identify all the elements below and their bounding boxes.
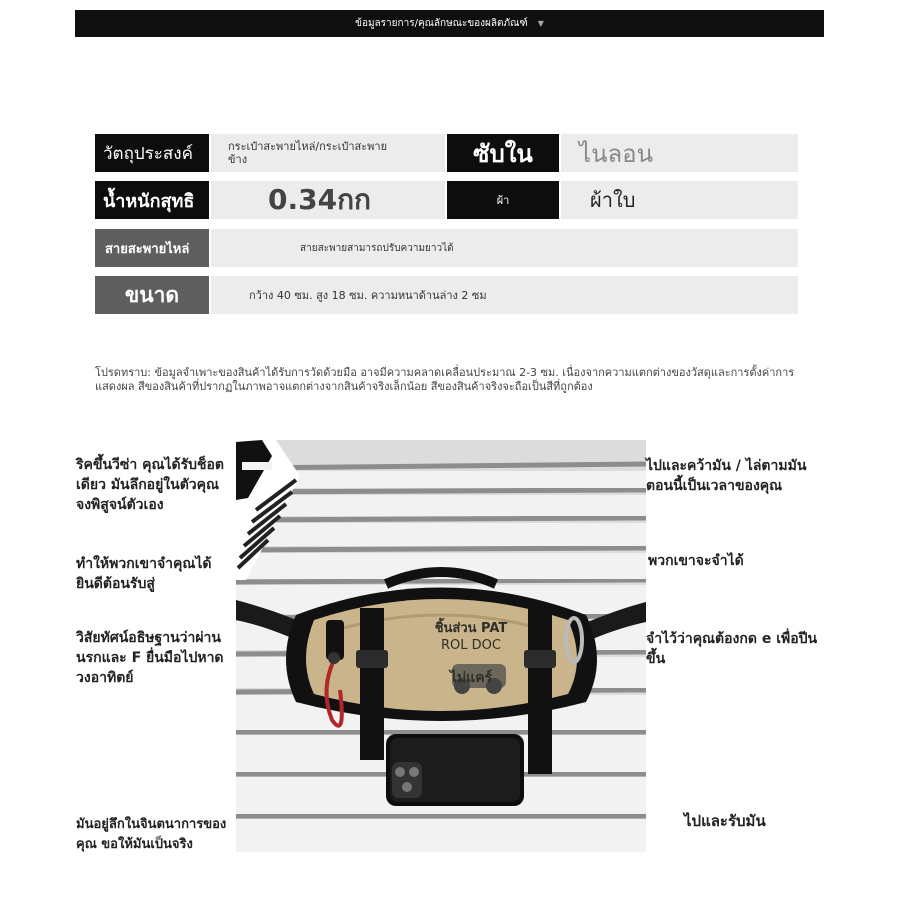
bag-print-text: [406, 620, 536, 687]
measurement-note: โปรดทราบ: ข้อมูลจำเพาะของสินค้าได้รับการวัดด้วยมือ อาจมีความคลาดเคลื่อนประมาณ 2-3 ซม. เนื่องจากความแตกต่างของวัสดุและการตั้งค่าการแสดงผล สีของสินค้าที่ปรากฏในภาพอาจแตกต่างจากสินค้าจริงเล็กน้อย สีของสินค้าจริงจะถือเป็นสีที่ถูกต้อง: [95, 366, 795, 393]
print-line-2: ROL DOC: [441, 638, 501, 653]
caption-left-2: ทำให้พวกเขาจำคุณได้ ยินดีต้อนรับสู่: [76, 556, 212, 592]
caption-right-1: ไปและคว้ามัน / ไล่ตามมัน ตอนนี้เป็นเวลาของคุณ: [646, 458, 807, 494]
print-line-3: ไม่แคร์: [449, 670, 493, 686]
weight-label: น้ำหนักสุทธิ: [95, 181, 209, 219]
caption-left-4: มันอยู่ลึกในจินตนาการของคุณ ขอให้มันเป็นจริง: [76, 817, 227, 852]
section-title: ข้อมูลรายการ/คุณลักษณะของผลิตภัณฑ์: [355, 18, 528, 29]
print-line-1: ชิ้นส่วน PAT: [434, 621, 508, 636]
caption-left-3: วิสัยทัศน์อธิษฐานว่าผ่านนรกและ F ยื่นมือไปหาดวงอาทิตย์: [76, 630, 224, 686]
fabric-value: ผ้าใบ: [561, 181, 798, 219]
caption-left-1: ริคขึ้นวีซ่า คุณได้รับช็อตเดียว มันลึกอยู่ในตัวคุณ จงพิสูจน์ตัวเอง: [76, 457, 225, 513]
caption-right-3: จำไว้ว่าคุณต้องกด e เพื่อปีนขึ้น: [646, 631, 818, 667]
section-header: [75, 10, 824, 37]
weight-value: 0.34กก: [211, 181, 445, 219]
caption-right-2: พวกเขาจะจำได้: [648, 553, 744, 569]
lining-value: ไนลอน: [561, 134, 798, 172]
strap-label: สายสะพายไหล่: [95, 229, 209, 267]
size-value: กว้าง 40 ซม. สูง 18 ซม. ความหนาด้านล่าง 2 ซม: [211, 276, 798, 314]
size-label: ขนาด: [95, 276, 209, 314]
product-photo: [236, 440, 646, 852]
lining-label: ซับใน: [447, 134, 559, 172]
purpose-value: กระเป๋าสะพายไหล่/กระเป๋าสะพายข้าง: [211, 134, 445, 172]
caret-down-icon: ▼: [537, 19, 544, 28]
caption-right-4: ไปและรับมัน: [684, 812, 766, 830]
fabric-label: ผ้า: [447, 181, 559, 219]
strap-value: สายสะพายสามารถปรับความยาวได้: [211, 229, 798, 267]
purpose-label: วัตถุประสงค์: [95, 134, 209, 172]
